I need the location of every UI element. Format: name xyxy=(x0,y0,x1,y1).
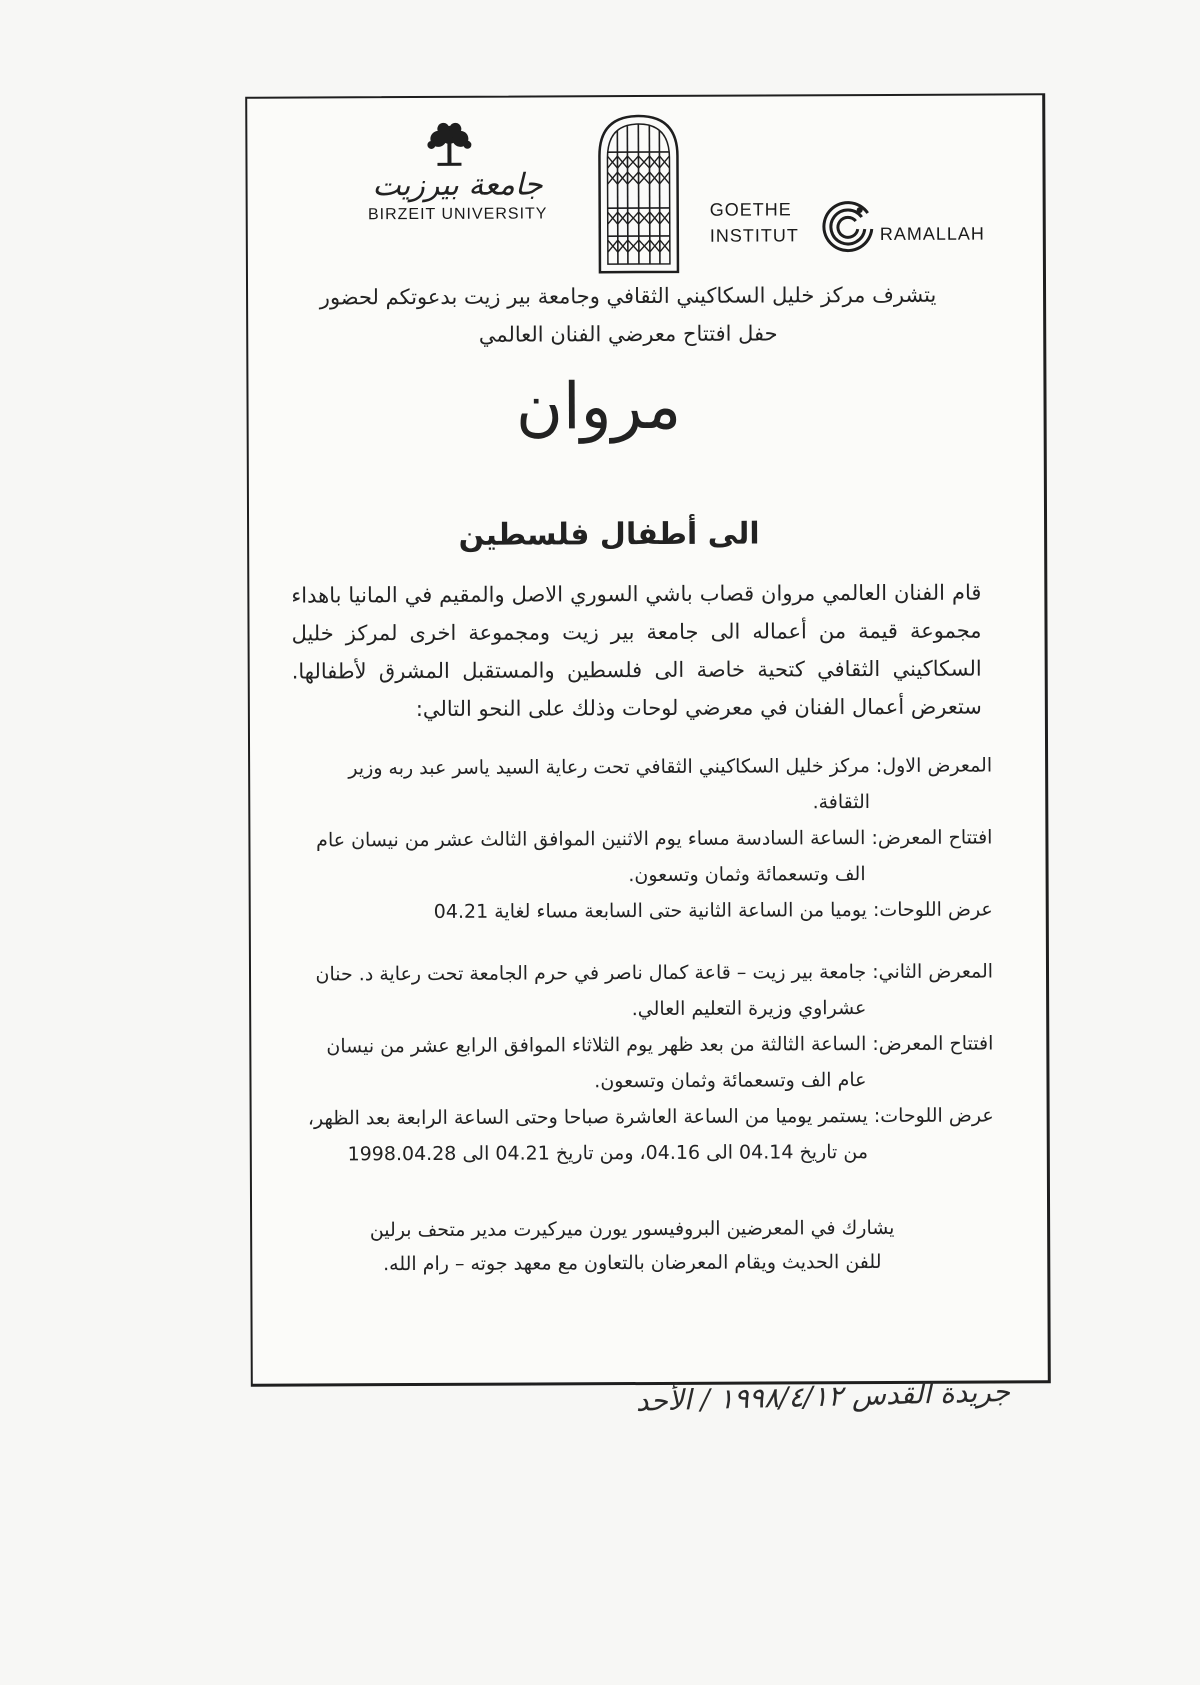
exhibition-1-opening: الساعة السادسة مساء يوم الاثنين الموافق الثالث عشر من نيسان عام الف وتسعمائة وثمان وتسعون. xyxy=(316,827,866,887)
closing-line-2: للفن الحديث ويقام المعرضان بالتعاون مع معهد جوته – رام الله. xyxy=(383,1250,882,1276)
birzeit-arabic-name: جامعة بيرزيت xyxy=(372,167,543,204)
olive-tree-icon xyxy=(419,119,479,171)
exhibition-2-venue: جامعة بير زيت – قاعة كمال ناصر في حرم الجامعة تحت رعاية د. حنان عشراوي وزيرة التعليم العالي. xyxy=(315,961,867,1021)
invitation-text xyxy=(288,276,968,355)
exhibition-1-display: يوميا من الساعة الثانية حتى السابعة مساء لغاية 04.21 xyxy=(433,899,867,923)
exhibition-1 xyxy=(292,747,993,930)
exhibition-1-venue: مركز خليل السكاكيني الثقافي تحت رعاية السيد ياسر عبد ربه وزير الثقافة. xyxy=(348,755,871,814)
exhibition-2-venue-label: المعرض الثاني: xyxy=(872,960,994,984)
exhibition-1-display-row xyxy=(293,891,993,930)
exhibition-2-display-label: عرض اللوحات: xyxy=(873,1104,994,1128)
exhibition-2-opening-label: افتتاح المعرض: xyxy=(872,1032,994,1056)
exhibition-2-opening: الساعة الثالثة من بعد ظهر يوم الثلاثاء الموافق الرابع عشر من نيسان عام الف وتسعمائة وثمان وتسعون. xyxy=(326,1033,867,1093)
exhibition-2-opening-row xyxy=(293,1025,993,1100)
exhibition-2 xyxy=(293,953,994,1172)
exhibition-2-display-row xyxy=(294,1097,994,1172)
closing-note xyxy=(312,1211,952,1282)
goethe-label: GOETHE xyxy=(709,199,792,220)
goethe-spiral-icon xyxy=(822,199,878,255)
exhibition-subtitle: الى أطفال فلسطين xyxy=(458,516,760,553)
exhibition-1-opening-row xyxy=(292,819,992,894)
invitation-line-1: يتشرف مركز خليل السكاكيني الثقافي وجامعة بير زيت بدعوتكم لحضور xyxy=(319,282,937,310)
handwritten-source-note: جريدة القدس ١٩٩٨/٤/١٢ / الأحد xyxy=(635,1374,1011,1418)
exhibition-2-display: يستمر يوميا من الساعة العاشرة صباحا وحتى الساعة الرابعة بعد الظهر، من تاريخ 04.14 الى 04.16، ومن تاريخ 04.21 الى 1998.04.28 xyxy=(307,1105,869,1166)
intro-paragraph: قام الفنان العالمي مروان قصاب باشي السوري الاصل والمقيم في المانيا باهداء مجموعة قيمة من أعماله الى جامعة بير زيت ومجموعة اخرى لمركز خليل السكاكيني الثقافي كتحية خاصة الى فلسطين والمستقبل المشرق لأطفالها. ستعرض أعمال الفنان في معرضي لوحات وذلك على النحو التالي: xyxy=(291,580,982,722)
exhibition-1-display-label: عرض اللوحات: xyxy=(872,898,993,922)
exhibition-1-venue-label: المعرض الاول: xyxy=(875,754,993,778)
birzeit-logo xyxy=(343,167,573,224)
institut-label: INSTITUT xyxy=(709,225,799,246)
logo-header xyxy=(247,110,1048,273)
newspaper-clipping xyxy=(245,93,1051,1386)
closing-line-1: يشارك في المعرضين البروفيسور يورن ميركيرت مدير متحف برلين xyxy=(369,1216,895,1242)
birzeit-english-name: BIRZEIT UNIVERSITY xyxy=(367,205,548,224)
goethe-logo xyxy=(710,198,1010,269)
invitation-line-2: حفل افتتاح معرضي الفنان العالمي xyxy=(478,321,778,347)
exhibition-1-venue-row xyxy=(292,747,992,822)
artist-name: مروان xyxy=(515,369,682,445)
exhibition-1-opening-label: افتتاح المعرض: xyxy=(871,826,993,850)
exhibition-2-venue-row xyxy=(293,953,993,1028)
sakakini-window-emblem xyxy=(595,112,682,274)
ramallah-label: RAMALLAH xyxy=(879,223,985,244)
